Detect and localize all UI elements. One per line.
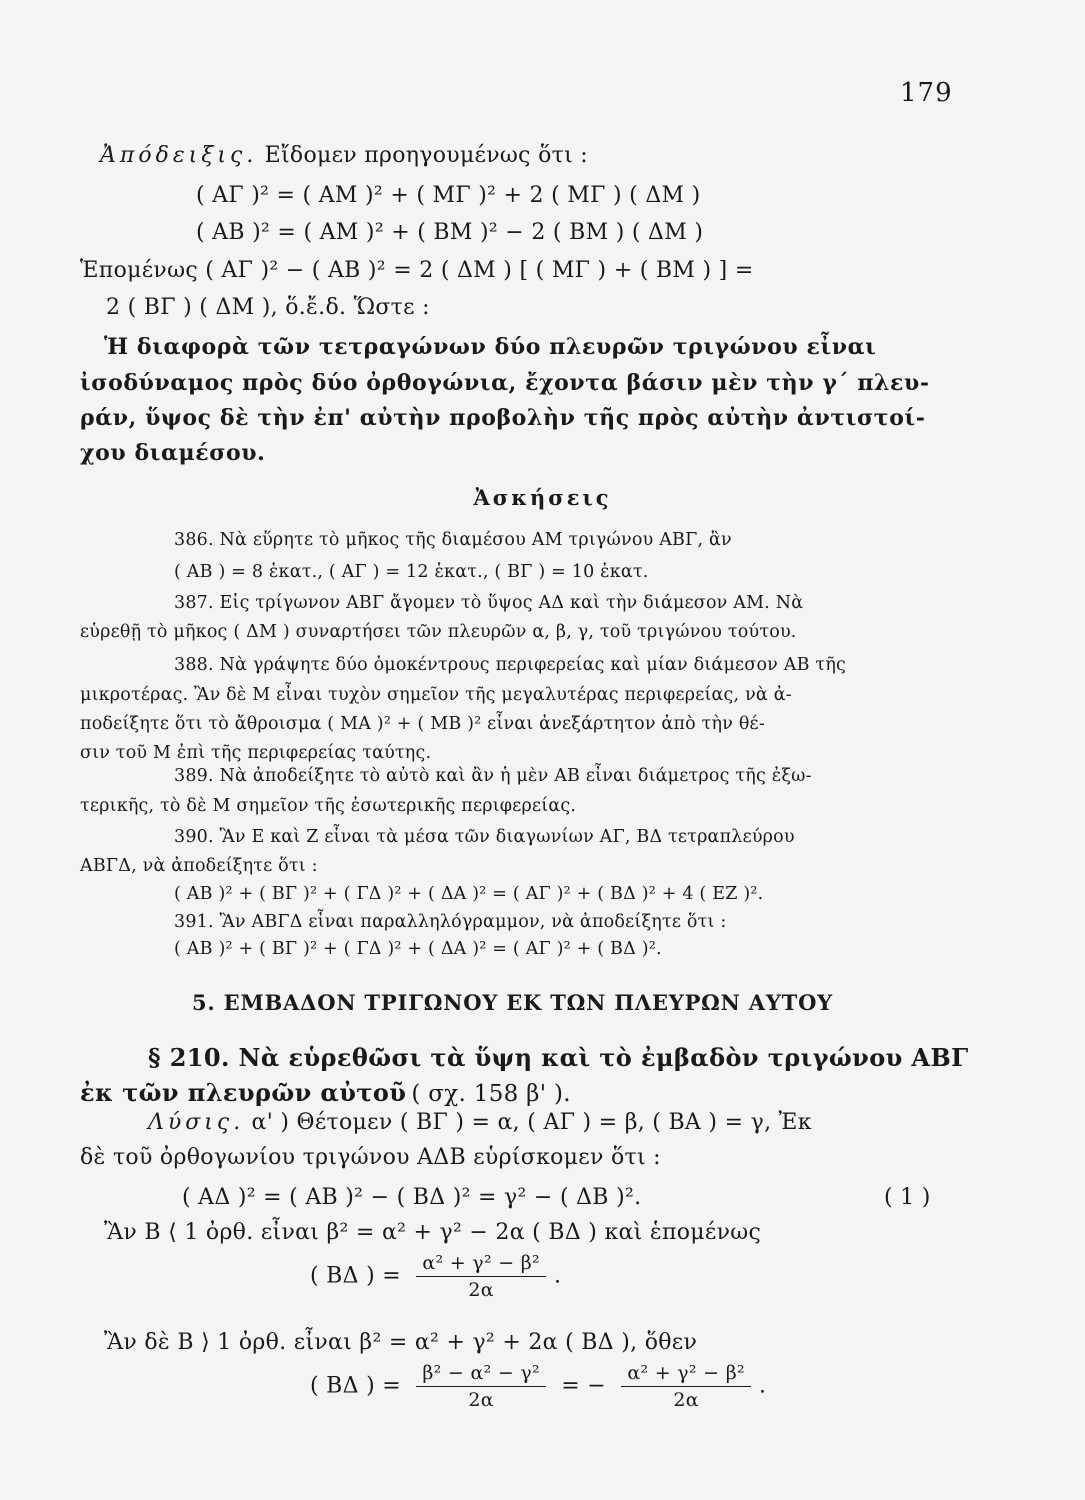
figure-reference: ( σχ. 158 β' ). — [411, 1081, 571, 1107]
theorem-line-3: ράν, ὕψος δὲ τὴν ἐπ' αὐτὴν προβολὴν τῆς πρὸς αὐτὴν ἀντιστοί- — [80, 405, 926, 431]
proof-intro-line — [100, 143, 588, 168]
solution-equation-1: ( ΑΔ )² = ( ΑΒ )² − ( ΒΔ )² = γ² − ( ΔΒ )². — [182, 1185, 642, 1210]
fraction-2b-numerator: α² + γ² − β² — [621, 1362, 751, 1387]
solution-line-6: Ἂν δὲ Β ⟩ 1 ὀρθ. εἶναι β² = α² + γ² + 2α ( ΒΔ ), ὅθεν — [104, 1330, 698, 1355]
fraction-2a-numerator: β² − α² − γ² — [416, 1362, 546, 1387]
solution-line-4: Ἂν Β ⟨ 1 ὀρθ. εἶναι β² = α² + γ² − 2α ( ΒΔ ) καὶ ἑπομένως — [104, 1220, 762, 1245]
exercise-386-line-2: ( ΑΒ ) = 8 ἑκατ., ( ΑΓ ) = 12 ἑκατ., ( ΒΓ ) = 10 ἑκατ. — [174, 562, 649, 582]
exercise-388-line-2: μικροτέρας. Ἂν δὲ Μ εἶναι τυχὸν σημεῖον τῆς μεγαλυτέρας περιφερείας, νὰ ἀ- — [80, 685, 792, 705]
exercise-386-line-1: 386. Νὰ εὕρητε τὸ μῆκος τῆς διαμέσου ΑΜ τριγώνου ΑΒΓ, ἂν — [174, 530, 732, 550]
exercise-390-line-1: 390. Ἂν Ε καὶ Ζ εἶναι τὰ μέσα τῶν διαγωνίων ΑΓ, ΒΔ τετραπλεύρου — [174, 827, 795, 847]
paragraph-210-line-1: § 210. Νὰ εὑρεθῶσι τὰ ὕψη καὶ τὸ ἐμβαδὸν τριγώνου ΑΒΓ — [148, 1043, 969, 1072]
exercise-388-line-4: σιν τοῦ Μ ἐπὶ τῆς περιφερείας ταύτης. — [80, 743, 432, 763]
fraction-1-tail: . — [553, 1263, 562, 1289]
fraction-1 — [416, 1252, 546, 1301]
exercise-389-line-1: 389. Νὰ ἀποδείξητε τὸ αὐτὸ καὶ ἂν ἡ μὲν ΑΒ εἶναι διάμετρος τῆς ἐξω- — [174, 766, 812, 786]
solution-line-2: δὲ τοῦ ὀρθογωνίου τριγώνου ΑΔΒ εὑρίσκομεν ὅτι : — [80, 1145, 661, 1170]
exercise-390-equation: ( ΑΒ )² + ( ΒΓ )² + ( ΓΔ )² + ( ΔΑ )² = ( ΑΓ )² + ( ΒΔ )² + 4 ( ΕΖ )². — [174, 884, 764, 904]
exercise-387-line-2: εὑρεθῇ τὸ μῆκος ( ΔΜ ) συναρτήσει τῶν πλευρῶν α, β, γ, τοῦ τριγώνου τούτου. — [80, 622, 797, 642]
exercises-heading: Ἀσκήσεις — [473, 485, 612, 510]
exercise-388-line-3: ποδείξητε ὅτι τὸ ἄθροισμα ( ΜΑ )² + ( ΜΒ )² εἶναι ἀνεξάρτητον ἀπὸ τὴν θέ- — [80, 714, 765, 734]
solution-label: Λύσις. — [148, 1110, 245, 1135]
paragraph-210-text: ἐκ τῶν πλευρῶν αὐτοῦ — [80, 1078, 407, 1107]
solution-line-1 — [148, 1110, 812, 1135]
equation-3: Ἑπομένως ( ΑΓ )² − ( ΑΒ )² = 2 ( ΔΜ ) [ ( ΜΓ ) + ( ΒΜ ) ] = — [80, 258, 754, 283]
fraction-2b-denominator: 2α — [673, 1389, 699, 1411]
fraction-2-equals-minus: = − — [561, 1373, 607, 1399]
fraction-2b — [621, 1362, 751, 1411]
paragraph-210-line-2 — [80, 1078, 571, 1107]
solution-fraction-1 — [310, 1252, 561, 1301]
fraction-2-lhs: ( ΒΔ ) = — [310, 1373, 402, 1399]
exercise-390-line-2: ΑΒΓΔ, νὰ ἀποδείξητε ὅτι : — [80, 856, 318, 876]
fraction-2-tail: . — [758, 1373, 767, 1399]
proof-label: Ἀπόδειξις. — [100, 143, 258, 168]
exercise-391-equation: ( ΑΒ )² + ( ΒΓ )² + ( ΓΔ )² + ( ΔΑ )² = ( ΑΓ )² + ( ΒΔ )². — [174, 939, 662, 959]
equation-number-1: ( 1 ) — [884, 1185, 931, 1210]
theorem-line-1: Ἡ διαφορὰ τῶν τετραγώνων δύο πλευρῶν τριγώνου εἶναι — [104, 334, 877, 360]
equation-2: ( ΑΒ )² = ( ΑΜ )² + ( ΒΜ )² − 2 ( ΒΜ ) ( ΔΜ ) — [196, 220, 704, 245]
exercise-388-line-1: 388. Νὰ γράψητε δύο ὁμοκέντρους περιφερείας καὶ μίαν διάμεσον ΑΒ τῆς — [174, 655, 847, 675]
solution-text-1: α' ) Θέτομεν ( ΒΓ ) = α, ( ΑΓ ) = β, ( ΒΑ ) = γ, Ἐκ — [251, 1110, 812, 1135]
equation-4: 2 ( ΒΓ ) ( ΔΜ ), ὅ.ἔ.δ. Ὥστε : — [106, 295, 430, 320]
theorem-line-4: χου διαμέσου. — [80, 440, 266, 466]
solution-fraction-2 — [310, 1362, 766, 1411]
proof-intro: Εἴδομεν προηγουμένως ὅτι : — [264, 143, 589, 168]
section-heading: 5. ΕΜΒΑΔΟΝ ΤΡΙΓΩΝΟΥ ΕΚ ΤΩΝ ΠΛΕΥΡΩΝ ΑΥΤΟΥ — [192, 990, 833, 1015]
fraction-1-denominator: 2α — [468, 1279, 494, 1301]
page-number: 179 — [900, 78, 953, 108]
fraction-1-numerator: α² + γ² − β² — [416, 1252, 546, 1277]
fraction-2a — [416, 1362, 546, 1411]
exercise-391-line-1: 391. Ἂν ΑΒΓΔ εἶναι παραλληλόγραμμον, νὰ ἀποδείξητε ὅτι : — [174, 912, 727, 932]
exercise-389-line-2: τερικῆς, τὸ δὲ Μ σημεῖον τῆς ἐσωτερικῆς περιφερείας. — [80, 796, 577, 816]
theorem-line-2: ἰσοδύναμος πρὸς δύο ὀρθογώνια, ἔχοντα βάσιν μὲν τὴν γ΄ πλευ- — [80, 370, 930, 396]
fraction-2a-denominator: 2α — [468, 1389, 494, 1411]
exercise-387-line-1: 387. Εἰς τρίγωνον ΑΒΓ ἄγομεν τὸ ὕψος ΑΔ καὶ τὴν διάμεσον ΑΜ. Νὰ — [174, 593, 804, 613]
fraction-1-lhs: ( ΒΔ ) = — [310, 1263, 402, 1289]
equation-1: ( ΑΓ )² = ( ΑΜ )² + ( ΜΓ )² + 2 ( ΜΓ ) ( ΔΜ ) — [196, 183, 701, 208]
